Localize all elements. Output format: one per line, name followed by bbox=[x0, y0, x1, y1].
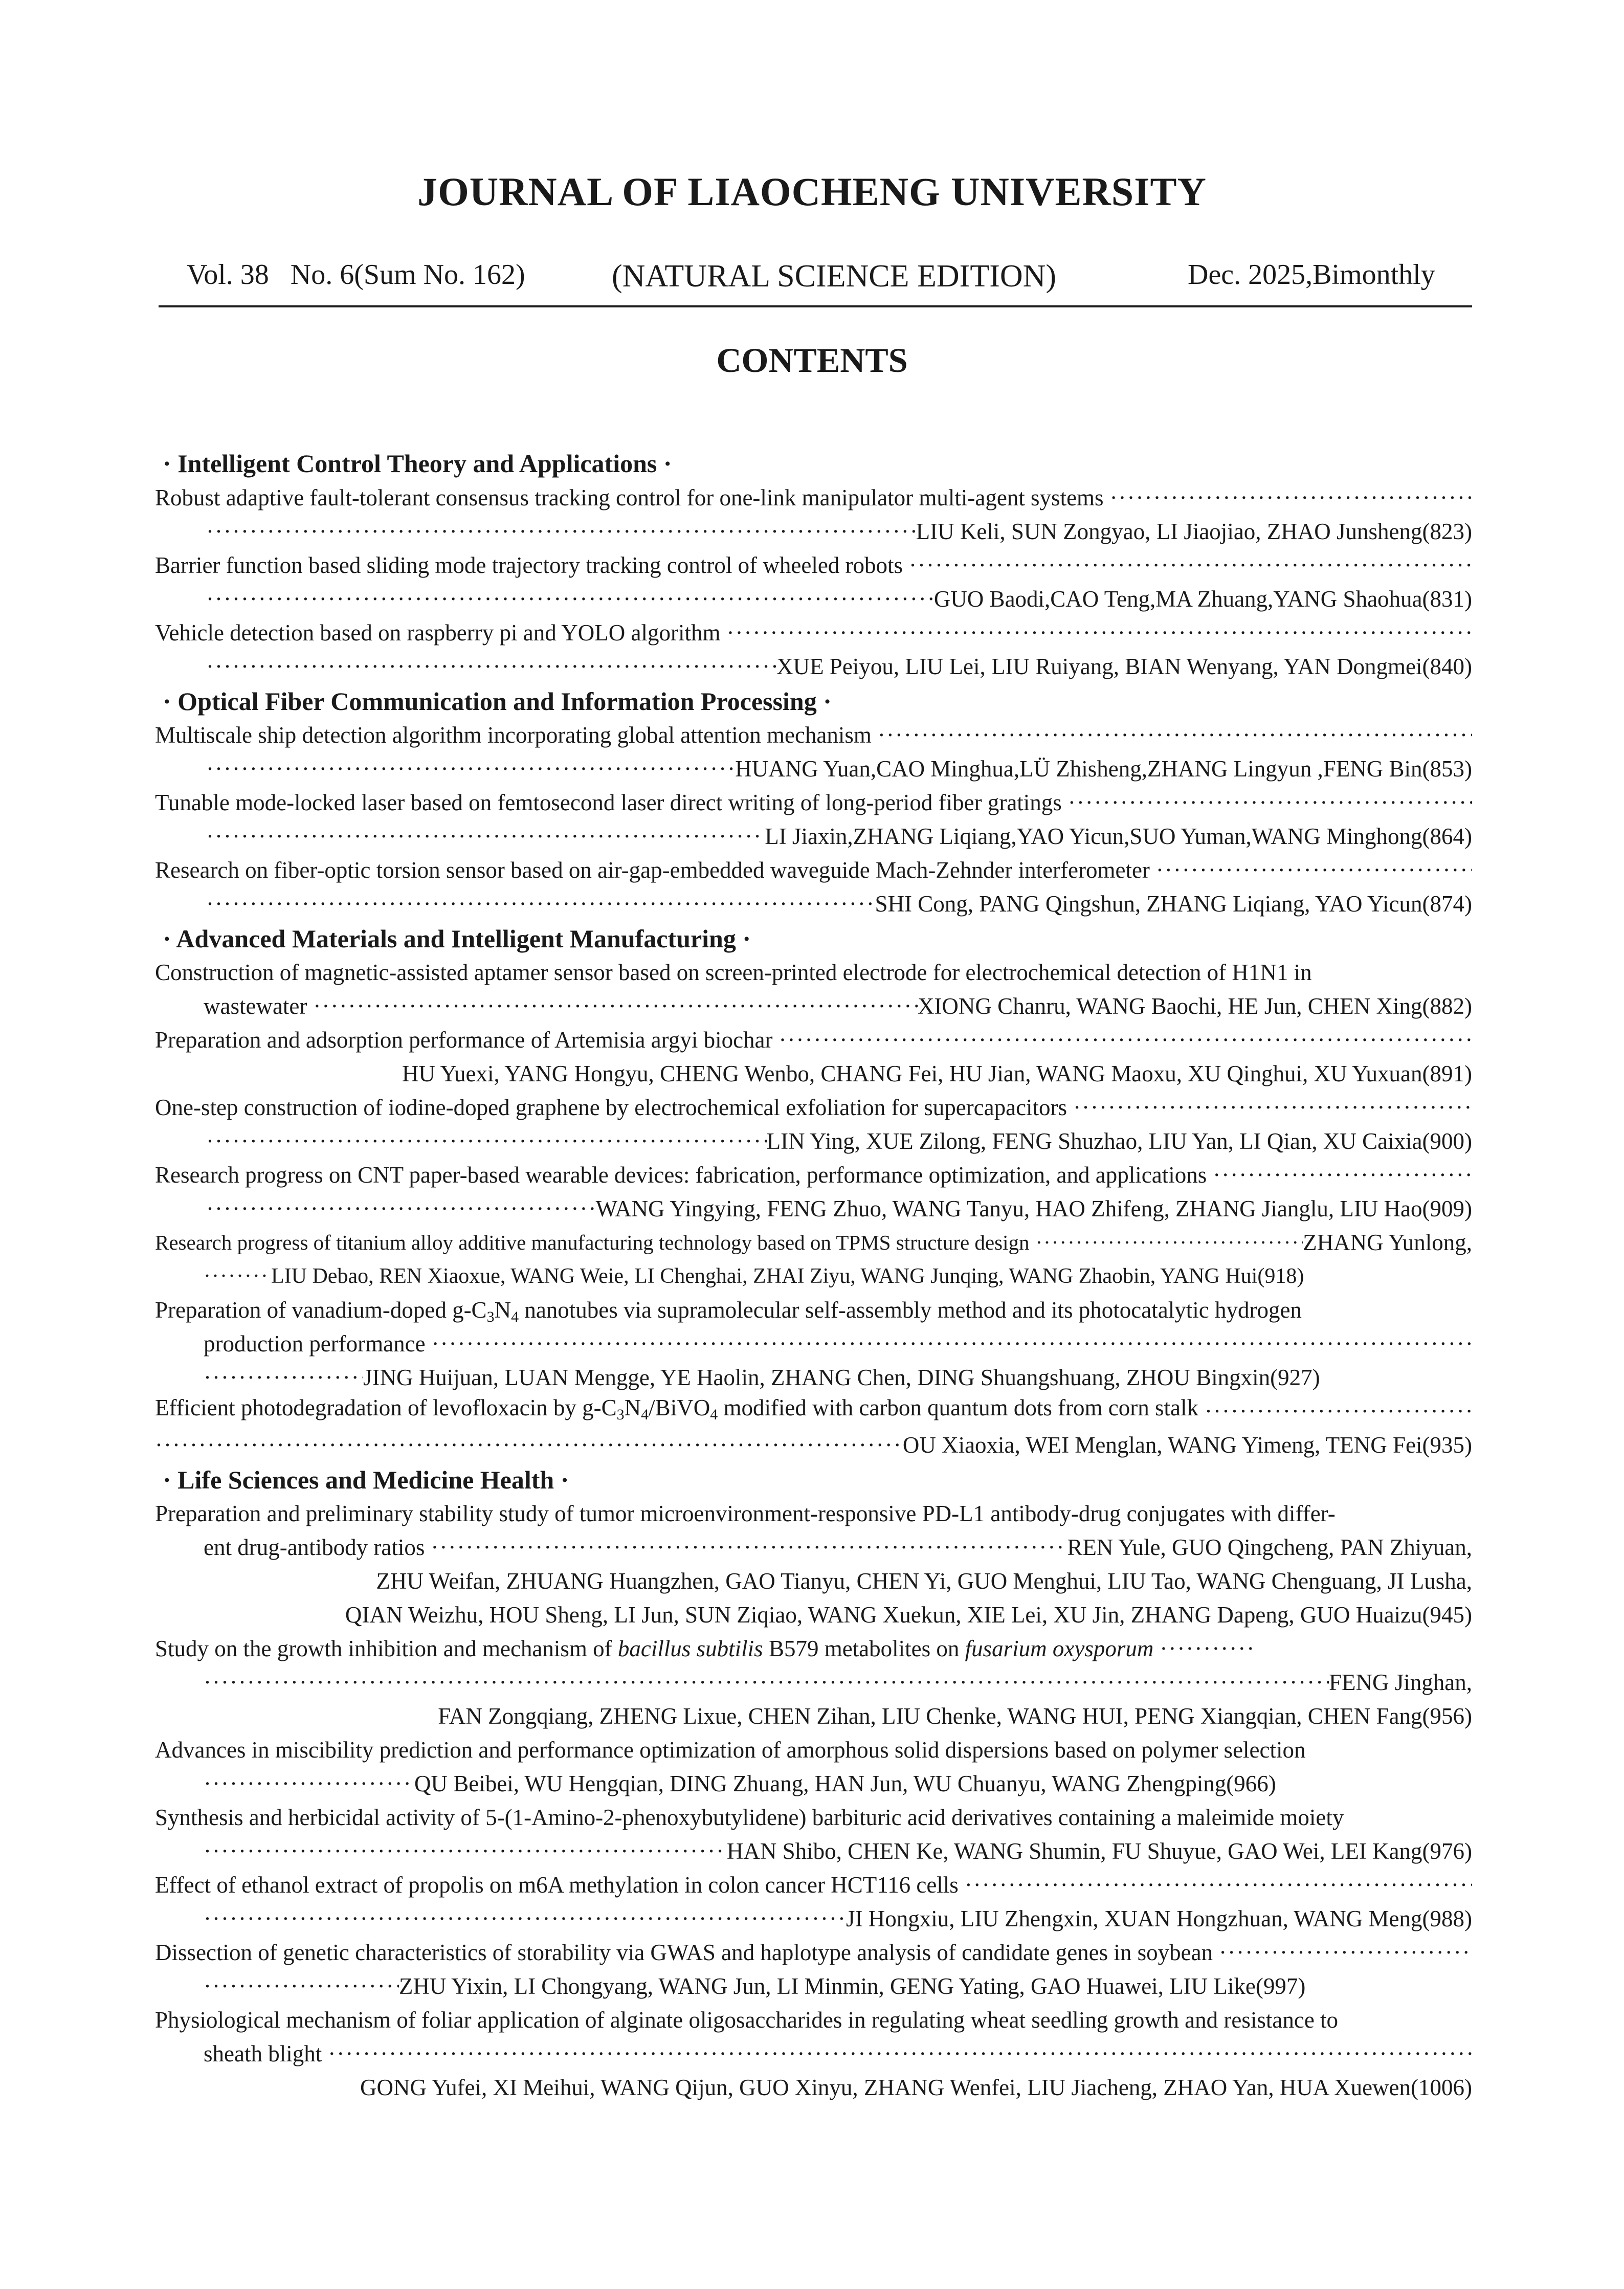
dot-leader bbox=[1029, 1226, 1303, 1259]
article-authors-first: ZHANG Yunlong, bbox=[1303, 1230, 1472, 1255]
subscript: 4 bbox=[511, 1308, 519, 1325]
article-title-line[interactable] bbox=[155, 1632, 1472, 1665]
article-title-line[interactable] bbox=[155, 481, 1472, 515]
article-title[interactable]: One-step construction of iodine-doped graphene by electrochemical exfoliation for supercapacitors bbox=[155, 1095, 1067, 1120]
article-title[interactable]: Research progress on CNT paper-based wearable devices: fabrication, performance optimization, and applications bbox=[155, 1162, 1207, 1188]
dot-leader bbox=[872, 718, 1472, 752]
article-authors-continued: ZHU Weifan, ZHUANG Huangzhen, GAO Tianyu, CHEN Yi, GUO Menghui, LIU Tao, WANG Chenguang, JI Lusha, bbox=[376, 1568, 1472, 1594]
article-authors-line bbox=[155, 819, 1472, 853]
dot-leader bbox=[204, 1834, 727, 1868]
article-title[interactable]: Dissection of genetic characteristics of storability via GWAS and haplotype analysis of candidate genes in soybean bbox=[155, 1940, 1213, 1965]
article-title-line[interactable] bbox=[155, 1868, 1472, 1902]
dot-leader bbox=[903, 548, 1472, 582]
title-part: N bbox=[624, 1395, 641, 1420]
article-authors-line bbox=[155, 650, 1472, 683]
dot-leader bbox=[155, 819, 765, 853]
issue-date: Dec. 2025,Bimonthly bbox=[1188, 259, 1435, 291]
dot-leader bbox=[425, 1530, 1067, 1564]
journal-title: JOURNAL OF LIAOCHENG UNIVERSITY bbox=[417, 169, 1207, 214]
dot-leader bbox=[1198, 1394, 1472, 1428]
article-title[interactable]: Synthesis and herbicidal activity of 5-(1-Amino-2-phenoxybutylidene) barbituric acid derivatives containing a maleimide moiety bbox=[155, 1805, 1344, 1830]
subscript: 3 bbox=[486, 1308, 495, 1325]
article-title[interactable]: Effect of ethanol extract of propolis on m6A methylation in colon cancer HCT116 cells bbox=[155, 1872, 959, 1898]
dot-leader bbox=[721, 616, 1473, 650]
article-authors: LIU Debao, REN Xiaoxue, WANG Weie, LI Chenghai, ZHAI Ziyu, WANG Junqing, WANG Zhaobin, YANG Hui(918) bbox=[271, 1264, 1304, 1288]
dot-leader bbox=[155, 887, 875, 921]
article-title-line[interactable] bbox=[155, 548, 1472, 582]
dot-leader bbox=[307, 989, 918, 1023]
article-title-continued-line bbox=[204, 1530, 1472, 1564]
dot-leader bbox=[204, 1259, 271, 1293]
article-authors-line bbox=[204, 1361, 1472, 1394]
article-authors-line bbox=[155, 1192, 1472, 1226]
section-heading: · Life Sciences and Medicine Health · bbox=[163, 1465, 569, 1494]
dot-leader bbox=[204, 1767, 414, 1801]
article-title-line[interactable] bbox=[155, 616, 1472, 650]
article-title-continued-line bbox=[204, 2037, 1472, 2071]
title-italic-part: fusarium oxysporum bbox=[965, 1636, 1154, 1661]
title-part: B579 metabolites on bbox=[763, 1636, 965, 1661]
article-title[interactable]: Preparation and adsorption performance of Artemisia argyi biochar bbox=[155, 1027, 773, 1053]
article-title[interactable]: Preparation and preliminary stability study of tumor microenvironment-responsive PD-L1 antibody-drug conjugates with differ- bbox=[155, 1501, 1336, 1526]
article-authors: HUANG Yuan,CAO Minghua,LÜ Zhisheng,ZHANG Lingyun ,FENG Bin(853) bbox=[735, 756, 1472, 782]
article-authors: QU Beibei, WU Hengqian, DING Zhuang, HAN Jun, WU Chuanyu, WANG Zhengping(966) bbox=[414, 1771, 1276, 1796]
article-authors: HAN Shibo, CHEN Ke, WANG Shumin, FU Shuyue, GAO Wei, LEI Kang(976) bbox=[726, 1838, 1472, 1864]
article-authors: WANG Yingying, FENG Zhuo, WANG Tanyu, HAO Zhifeng, ZHANG Jianglu, LIU Hao(909) bbox=[595, 1196, 1472, 1221]
article-title[interactable]: Vehicle detection based on raspberry pi and YOLO algorithm bbox=[155, 620, 721, 646]
article-authors: ZHU Yixin, LI Chongyang, WANG Jun, LI Minmin, GENG Yating, GAO Huawei, LIU Like(997) bbox=[399, 1973, 1306, 1999]
article-authors: SHI Cong, PANG Qingshun, ZHANG Liqiang, YAO Yicun(874) bbox=[875, 891, 1472, 917]
article-title-continued[interactable]: sheath blight bbox=[204, 2041, 322, 2066]
article-authors-line bbox=[155, 582, 1472, 616]
dot-leader bbox=[155, 1124, 767, 1158]
article-title[interactable]: Research progress of titanium alloy additive manufacturing technology based on TPMS structure design bbox=[155, 1231, 1030, 1254]
article-title[interactable]: Physiological mechanism of foliar application of alginate oligosaccharides in regulating wheat seedling growth and resistance to bbox=[155, 2007, 1339, 2033]
article-authors-line bbox=[204, 1767, 1472, 1801]
article-title-line[interactable] bbox=[155, 718, 1472, 752]
title-italic-part: bacillus subtilis bbox=[617, 1636, 763, 1661]
article-title-continued-line bbox=[204, 989, 1472, 1023]
article-authors-line bbox=[204, 1969, 1472, 2003]
article-authors: LIU Keli, SUN Zongyao, LI Jiaojiao, ZHAO Junsheng(823) bbox=[916, 519, 1472, 544]
article-authors: JING Huijuan, LUAN Mengge, YE Haolin, ZHANG Chen, DING Shuangshuang, ZHOU Bingxin(927) bbox=[363, 1365, 1320, 1390]
dot-leader bbox=[155, 1428, 903, 1462]
article-title[interactable] bbox=[155, 1632, 1153, 1665]
dot-leader bbox=[1207, 1158, 1472, 1192]
dot-leader bbox=[155, 1192, 596, 1226]
issue-volume-number: Vol. 38 No. 6(Sum No. 162) bbox=[187, 259, 525, 291]
article-authors: OU Xiaoxia, WEI Menglan, WANG Yimeng, TENG Fei(935) bbox=[902, 1432, 1472, 1458]
dot-leader bbox=[1104, 481, 1472, 515]
article-authors-first: FENG Jinghan, bbox=[1329, 1670, 1472, 1695]
article-authors-line bbox=[155, 1124, 1472, 1158]
dot-leader bbox=[204, 1665, 1329, 1699]
dot-leader bbox=[155, 515, 916, 548]
section-heading: · Intelligent Control Theory and Applications · bbox=[163, 449, 672, 478]
article-title[interactable]: Advances in miscibility prediction and performance optimization of amorphous solid dispersions based on polymer selection bbox=[155, 1737, 1306, 1763]
article-title-line[interactable] bbox=[155, 1091, 1472, 1124]
article-authors-line bbox=[204, 1665, 1472, 1699]
title-part: Study on the growth inhibition and mechanism of bbox=[155, 1636, 618, 1661]
article-title-line[interactable] bbox=[155, 1394, 1472, 1428]
title-part: nanotubes via supramolecular self-assembly method and its photocatalytic hydrogen bbox=[519, 1297, 1302, 1323]
article-authors: XUE Peiyou, LIU Lei, LIU Ruiyang, BIAN Wenyang, YAN Dongmei(840) bbox=[776, 654, 1472, 679]
article-authors-line bbox=[155, 1428, 1472, 1462]
article-authors-line bbox=[204, 1834, 1472, 1868]
article-title-continued[interactable]: ent drug-antibody ratios bbox=[204, 1535, 425, 1560]
article-title-line[interactable] bbox=[155, 1226, 1472, 1259]
article-title[interactable] bbox=[155, 1394, 1198, 1428]
article-title[interactable]: Robust adaptive fault-tolerant consensus tracking control for one-link manipulator multi-agent systems bbox=[155, 485, 1104, 510]
dot-leader bbox=[155, 650, 776, 683]
article-authors: XIONG Chanru, WANG Baochi, HE Jun, CHEN Xing(882) bbox=[917, 993, 1472, 1019]
dot-leader bbox=[322, 2037, 1472, 2071]
article-authors: QIAN Weizhu, HOU Sheng, LI Jun, SUN Ziqiao, WANG Xuekun, XIE Lei, XU Jin, ZHANG Dapeng, GUO Huaizu(945) bbox=[345, 1602, 1472, 1628]
article-title[interactable]: Multiscale ship detection algorithm incorporating global attention mechanism bbox=[155, 722, 872, 748]
title-part: N bbox=[494, 1297, 511, 1323]
article-authors: LIN Ying, XUE Zilong, FENG Shuzhao, LIU Yan, LI Qian, XU Caixia(900) bbox=[766, 1128, 1472, 1154]
article-title-continued[interactable]: wastewater bbox=[204, 993, 307, 1019]
title-part: /BiVO bbox=[649, 1395, 710, 1420]
article-authors: GONG Yufei, XI Meihui, WANG Qijun, GUO Xinyu, ZHANG Wenfei, LIU Jiacheng, ZHAO Yan, HUA Xuewen(1006) bbox=[360, 2075, 1472, 2100]
article-authors: FAN Zongqiang, ZHENG Lixue, CHEN Zihan, LIU Chenke, WANG HUI, PENG Xiangqian, CHEN Fang(956) bbox=[438, 1703, 1472, 1729]
dot-leader bbox=[1067, 1091, 1472, 1124]
contents-heading: CONTENTS bbox=[716, 341, 908, 380]
dot-leader bbox=[959, 1868, 1472, 1902]
article-title-continued[interactable]: production performance bbox=[204, 1331, 426, 1357]
subscript: 3 bbox=[616, 1406, 625, 1423]
article-title-line[interactable] bbox=[155, 1936, 1472, 1969]
title-part: modified with carbon quantum dots from corn stalk bbox=[718, 1395, 1199, 1420]
article-title[interactable]: Construction of magnetic-assisted aptamer sensor based on screen-printed electrode for electrochemical detection of H1N1 in bbox=[155, 960, 1312, 985]
dot-leader bbox=[1062, 786, 1472, 819]
article-authors: LI Jiaxin,ZHANG Liqiang,YAO Yicun,SUO Yuman,WANG Minghong(864) bbox=[765, 824, 1472, 849]
dot-leader bbox=[155, 752, 735, 786]
dot-leader bbox=[426, 1327, 1472, 1361]
article-title[interactable]: Tunable mode-locked laser based on femtosecond laser direct writing of long-period fiber gratings bbox=[155, 790, 1062, 815]
dot-leader bbox=[204, 1902, 846, 1936]
article-authors-first: REN Yule, GUO Qingcheng, PAN Zhiyuan, bbox=[1067, 1535, 1472, 1560]
article-authors: HU Yuexi, YANG Hongyu, CHENG Wenbo, CHANG Fei, HU Jian, WANG Maoxu, XU Qinghui, XU Yuxuan(891) bbox=[402, 1061, 1472, 1086]
title-part: Preparation of vanadium-doped g-C bbox=[155, 1297, 487, 1323]
article-title-continued-line bbox=[204, 1327, 1472, 1361]
dot-leader bbox=[773, 1023, 1472, 1057]
article-authors-line bbox=[204, 1902, 1472, 1936]
dot-leader bbox=[204, 1361, 363, 1394]
subscript: 4 bbox=[641, 1406, 649, 1423]
article-authors-line bbox=[155, 887, 1472, 921]
section-heading: · Optical Fiber Communication and Information Processing · bbox=[163, 687, 832, 716]
section-heading: · Advanced Materials and Intelligent Manufacturing · bbox=[163, 924, 751, 953]
article-title-line[interactable] bbox=[155, 1023, 1472, 1057]
article-title[interactable]: Barrier function based sliding mode trajectory tracking control of wheeled robots bbox=[155, 552, 903, 578]
subscript: 4 bbox=[710, 1406, 718, 1423]
article-title-line[interactable] bbox=[155, 853, 1472, 887]
dot-leader bbox=[1153, 1632, 1258, 1665]
article-authors-line bbox=[155, 515, 1472, 548]
article-title-line[interactable] bbox=[155, 1158, 1472, 1192]
dot-leader bbox=[1213, 1936, 1472, 1969]
title-part: Efficient photodegradation of levofloxacin by g-C bbox=[155, 1395, 617, 1420]
dot-leader bbox=[1150, 853, 1472, 887]
article-authors-line bbox=[155, 752, 1472, 786]
dot-leader bbox=[204, 1969, 399, 2003]
article-authors: JI Hongxiu, LIU Zhengxin, XUAN Hongzhuan, WANG Meng(988) bbox=[846, 1906, 1472, 1931]
article-title-line[interactable] bbox=[155, 786, 1472, 819]
article-authors-line bbox=[204, 1259, 1472, 1293]
article-authors: GUO Baodi,CAO Teng,MA Zhuang,YANG Shaohua(831) bbox=[933, 586, 1472, 612]
article-title[interactable]: Research on fiber-optic torsion sensor based on air-gap-embedded waveguide Mach-Zehnder interferometer bbox=[155, 857, 1150, 883]
article-title[interactable] bbox=[155, 1293, 1472, 1327]
dot-leader bbox=[155, 582, 934, 616]
edition-label: (NATURAL SCIENCE EDITION) bbox=[612, 259, 1057, 294]
